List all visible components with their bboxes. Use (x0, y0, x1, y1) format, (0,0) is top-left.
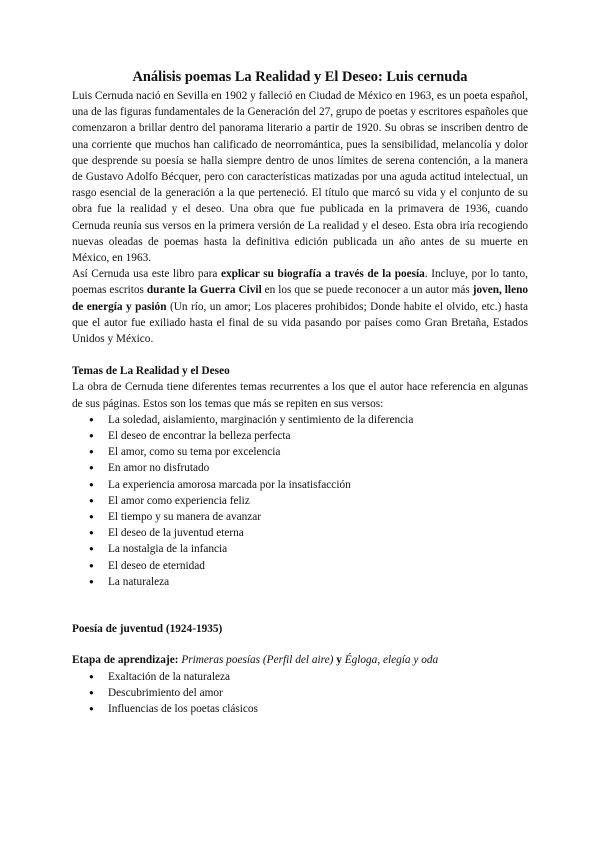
list-item: ● Exaltación de la naturaleza (72, 669, 528, 685)
list-item: ● Descubrimiento del amor (72, 685, 528, 701)
etapa-line (72, 652, 528, 668)
document-title: Análisis poemas La Realidad y El Deseo: Luis cernuda (132, 69, 468, 85)
list-item: ● La nostalgia de la infancia (72, 541, 528, 557)
list-item: ● El amor, como su tema por excelencia (72, 444, 528, 460)
bio-text-2: . Incluye, por lo tanto, poemas escritos (72, 268, 529, 297)
list-item: ● El deseo de la juventud eterna (72, 525, 528, 541)
list-item: ● El deseo de encontrar la belleza perfecta (72, 428, 528, 444)
document-page (72, 68, 528, 717)
bio-text-4: (Un río, un amor; Los placeres prohibidos; Donde habite el olvido, etc.) hasta que el autor fue exiliado hasta el final de su vida pasando por países como Gran Bretaña, Estados Unidos y México. (72, 300, 528, 346)
etapa-work-2: Égloga, elegía y oda (344, 654, 439, 667)
bio-bold-3: joven, lleno de energía y pasión (72, 284, 529, 313)
intro-paragraph: Luis Cernuda nació en Sevilla en 1902 y falleció en Ciudad de México en 1963, es un poeta español, una de las figuras fundamentales de la Generación del 27, grupo de poetas y escritores españoles que comenzaron a brillar dentro del panorama literario a partir de 1920. Su obras se inscriben dentro de una corriente que muchos han calificado de neorromántica, pues la sensibilidad, melancolía y dolor que desprende su poesía se halla siempre dentro de unos límites de serena contención, a la manera de Gustavo Adolfo Bécquer, pero con características matizadas por una aguda actitud intelectual, un rasgo esencial de la generación a la que perteneció. El título que marcó su vida y el conjunto de su obra fue la realidad y el deseo. Una obra que fue publicada en la primavera de 1936, cuando Cernuda reunía sus versos en la primera versión de La realidad y el deseo. Esta obra iría recogiendo nuevas oleadas de poemas hasta la definitiva edición publicada un año antes de su muerte en México, en 1963. (72, 90, 528, 265)
temas-paragraph: La obra de Cernuda tiene diferentes temas recurrentes a los que el autor hace referencia en algunas de sus páginas. Estos son los temas que más se repiten en sus versos: (72, 381, 528, 410)
bio-bold-1: explicar su biografía a través de la poesía (220, 268, 425, 281)
etapa-conjunction: y (333, 654, 345, 667)
juventud-heading: Poesía de juventud (1924-1935) (72, 623, 223, 636)
list-item: ● La experiencia amorosa marcada por la insatisfacción (72, 477, 528, 493)
etapa-label: Etapa de aprendizaje: (72, 654, 179, 667)
list-item: ● El amor como experiencia feliz (72, 493, 528, 509)
temas-list (72, 412, 528, 590)
list-item: ● Influencias de los poetas clásicos (72, 701, 528, 717)
list-item: ● La soledad, aislamiento, marginación y sentimiento de la diferencia (72, 412, 528, 428)
bio-text-1: Así Cernuda usa este libro para (72, 268, 221, 281)
list-item: ● En amor no disfrutado (72, 460, 528, 476)
biography-paragraph (72, 266, 528, 347)
temas-heading: Temas de La Realidad y el Deseo (72, 365, 230, 378)
bio-text-3: en los que se puede reconocer a un autor más (261, 284, 473, 297)
etapa-work-1: Primeras poesías (Perfil del aire) (181, 654, 334, 667)
list-item: ● El deseo de eternidad (72, 558, 528, 574)
bio-bold-2: durante la Guerra Civil (146, 284, 262, 297)
list-item: ● La naturaleza (72, 574, 528, 590)
list-item: ● El tiempo y su manera de avanzar (72, 509, 528, 525)
juventud-list (72, 669, 528, 718)
